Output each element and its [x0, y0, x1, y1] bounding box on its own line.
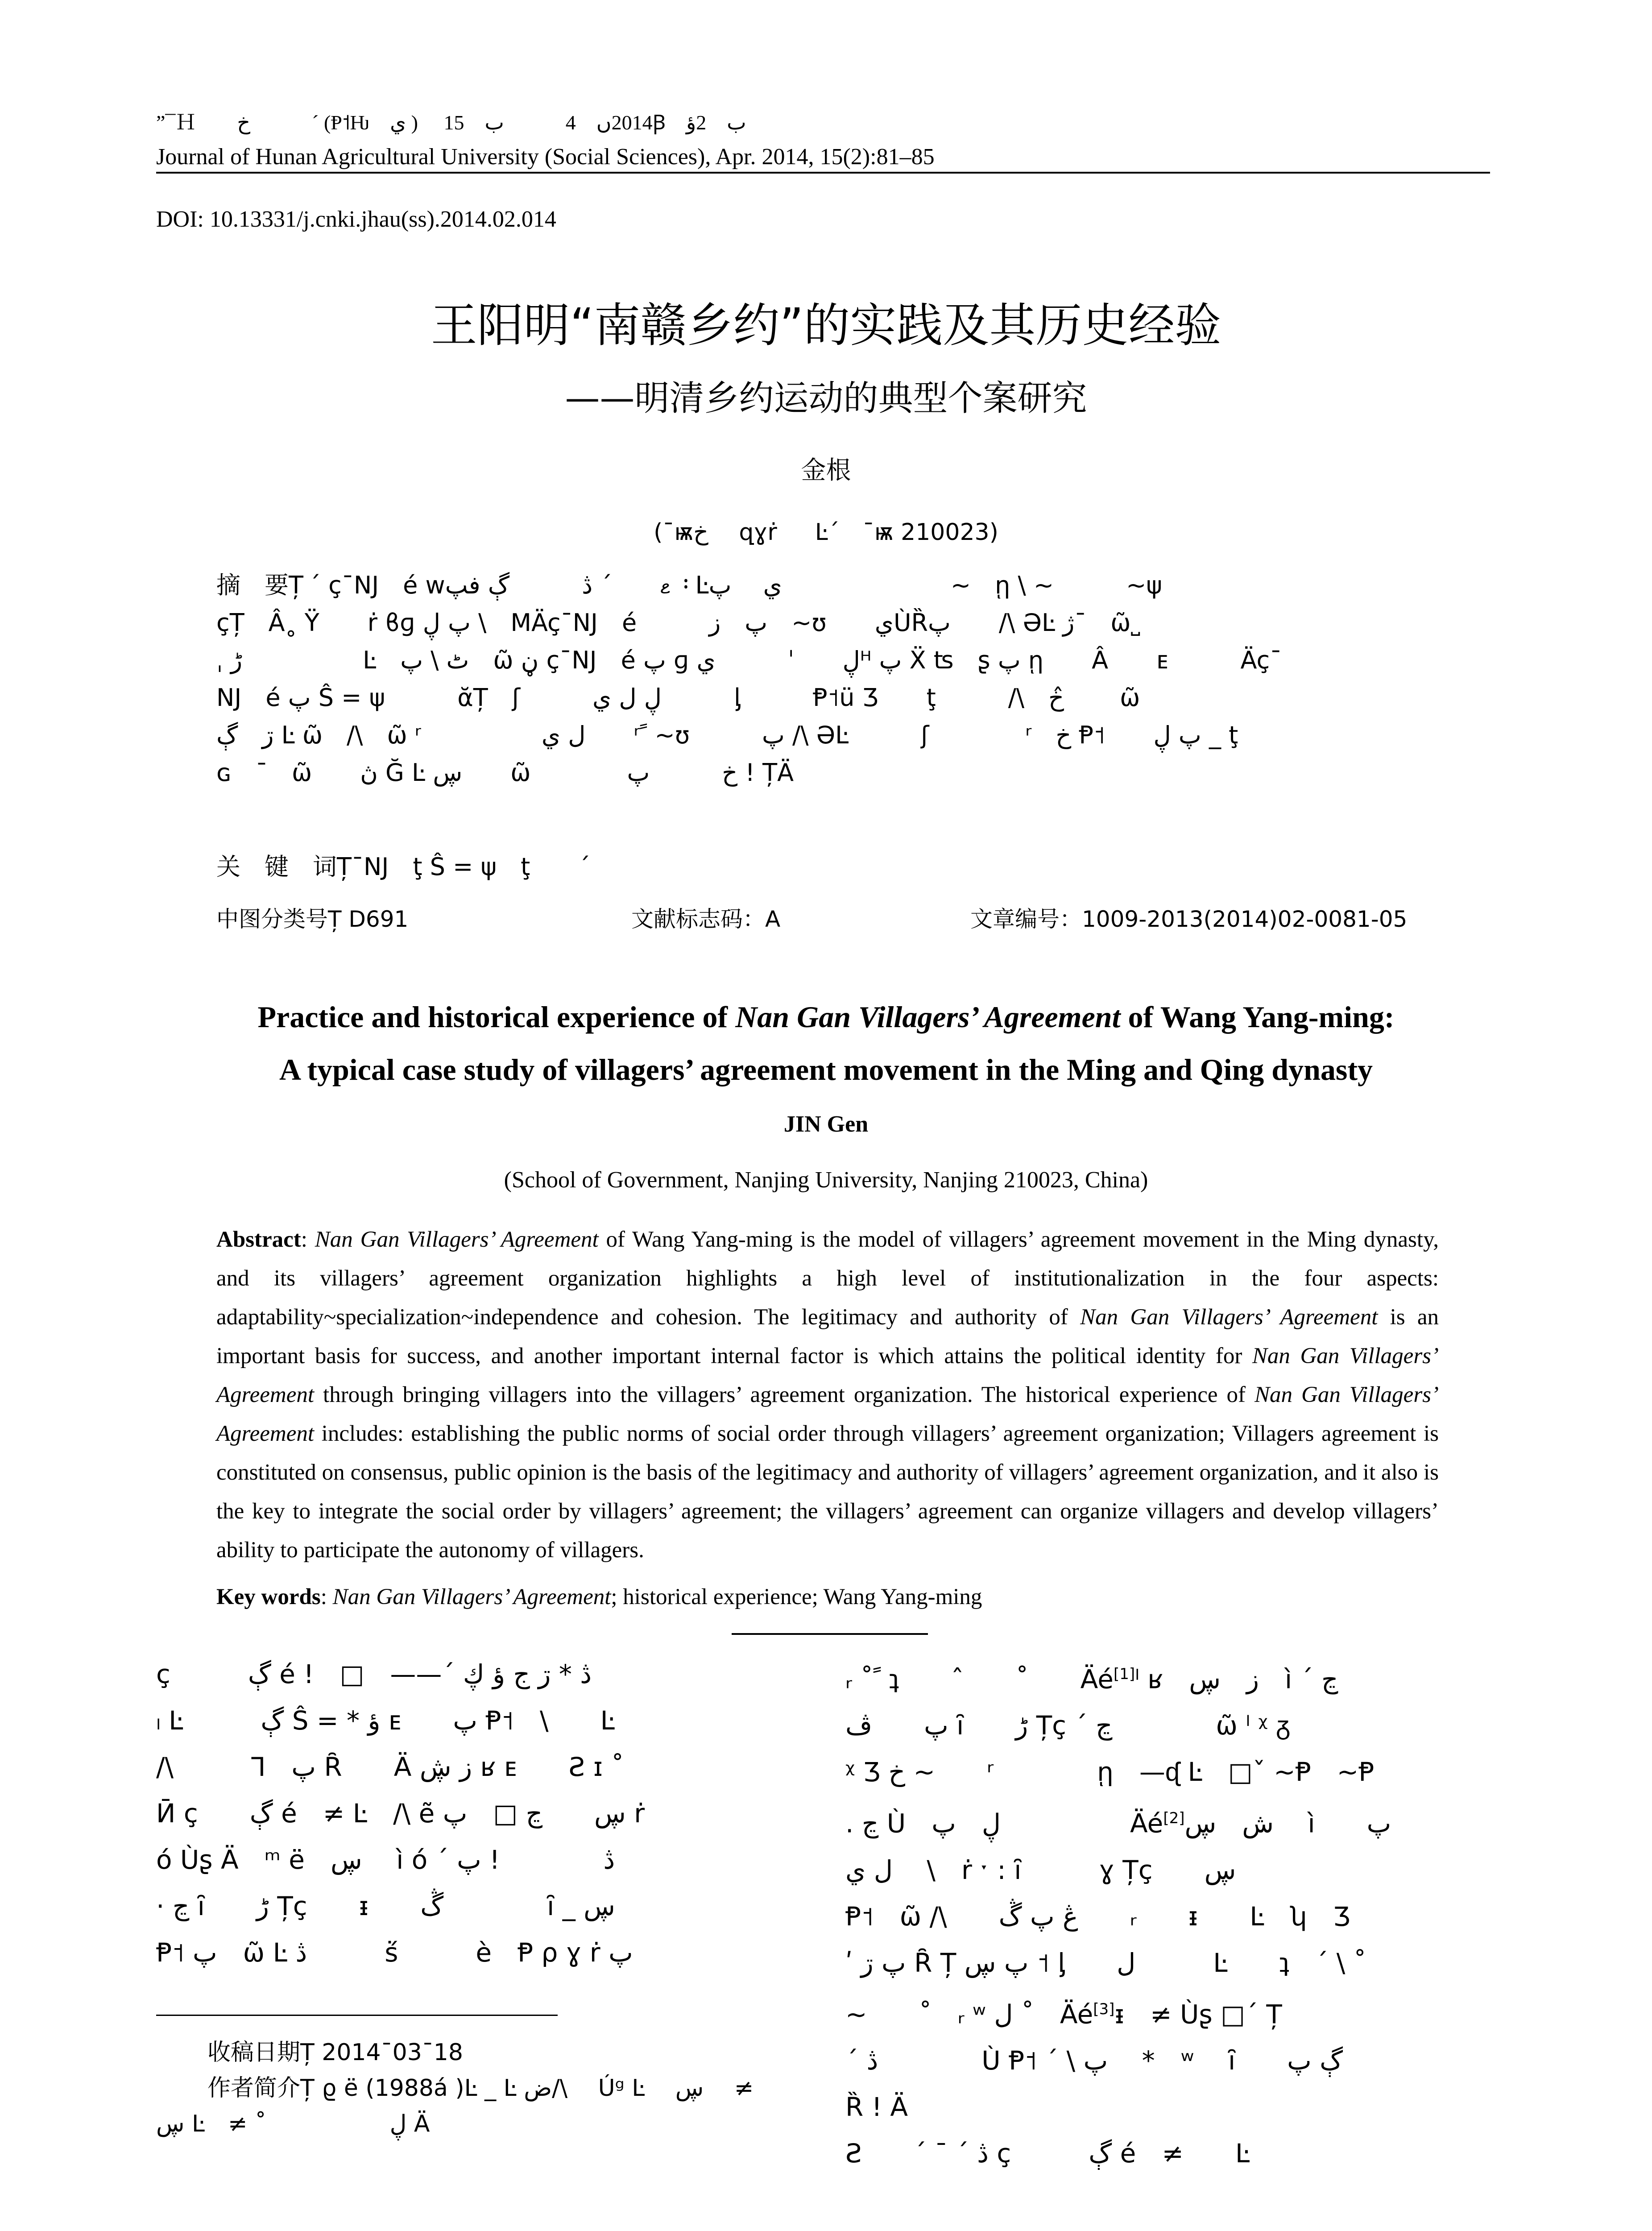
- chinese-abstract-label: 摘 要Ț: [216, 571, 303, 599]
- chinese-abstract-line: 摘 要Ț ˊ ç¯NJ é wޱ ˊ ڎ ڳ ڧپ ᠄ Ŀي پ ~ ῃ \ ~ ~ψ: [216, 571, 1162, 599]
- english-keywords-label: Key words: [216, 1584, 321, 1609]
- doi: DOI: 10.13331/j.cnki.jhau(ss).2014.02.014: [156, 207, 556, 232]
- english-abstract: Abstract: Nan Gan Villagers’ Agreement of Wang Yang-ming is the model of villagers’ agreement movement in the Ming dynasty, and its villagers’ agreement organization highlights a high level of institutionalization in the four aspects: adaptability~specialization~independence and cohesion. The legitimacy and authority of Nan Gan Villagers’ Agreement is an important basis for success, and another important internal factor is which attains the political identity for Nan Gan Villagers’ Agreement through bringing villagers into the villagers’ agreement organization. The historical experience of Nan Gan Villagers’ Agreement includes: establishing the public norms of social order through villagers’ agreement organization; Villagers agreement is constituted on consensus, public opinion is the basis of the legitimacy and authority of villagers’ agreement organization, and it also is the key to integrate the social order by villagers’ agreement; the villagers’ agreement can organize villagers and develop villagers’ ability to participate the autonomy of villagers.: [216, 1227, 1439, 1563]
- chinese-abstract: [216, 567, 1439, 792]
- body-line: ₗ Ŀ ڳ Ŝ = * ؤ ᴇ پ Ᵽ˦ \ Ŀ: [156, 1705, 615, 1736]
- body-line: ᵡ Ʒ خ ~ ʳ ῃ —ᶑ Ŀ □ˇ ~Ᵽ ~Ᵽ: [845, 1757, 1375, 1787]
- body-line: Ȑ ! Ä: [845, 2091, 908, 2122]
- body-line: · ڃ ȋ ڑ Țç ᵻ ڴ ȋ _ ڛ: [156, 1891, 615, 1921]
- footnote-author-intro: 作者简介Ț ϱ ë (1988á )Ŀ _ Ŀ ض/\ Úᵍ Ŀ ڛ ≠: [207, 2075, 754, 2102]
- footnote-received: 收稿日期Ț 2014ˉ03ˉ18: [207, 2039, 463, 2066]
- english-affiliation: (School of Government, Nanjing University, Nanjing 210023, China): [504, 1167, 1148, 1193]
- body-line: Ᵽ˦ ῶ /\ ڠ پ ڴ ᵣ ᵻ Ŀ ʮ Ʒ: [845, 1901, 1350, 1932]
- journal-header-cn: ”¯Ｈ خ ˊ (Ᵽ˦Ƕ ي ) 2014ں 4 ب 15Ꞵ ب 2ؤ: [156, 111, 746, 134]
- chinese-abstract-line: ˌ ڑ Ŀ ٹ \ پ ῶ ڼ ç¯NJ é پ ɡ ڸ ˈ يᴴ پ Ẍ ʦ ʂ پ ῃ Â ᴇ Äç¯: [216, 646, 1282, 674]
- article-number: 文章编号：1009-2013(2014)02-0081-05: [970, 906, 1408, 932]
- body-line: Ӣ ç ڳ é ≠ Ŀ /\ ẽ ڛ ڃ □ پ ṙ: [156, 1798, 645, 1829]
- english-abstract-label: Abstract: [216, 1227, 301, 1252]
- body-line: ᵣ ˚ ً ʇ ˆ ˚ Äé[1]ˡ ʁ ز ڛ ì ˊ ڃ: [845, 1664, 1338, 1695]
- body-line: Ᵽ˦ پ ῶ Ŀ ڎ ṥ è Ᵽ ρ ɣ ṙ پ: [156, 1937, 633, 1968]
- body-line: ʹ پ ڗ Ȓ Ț پ ڛ ˦ ᶅ ل Ŀ ʇ ˊ \ ˚: [845, 1947, 1366, 1978]
- chinese-abstract-line: ڗ ڳ Ŀ ῶ /\ ῶ ʳ ل ي ʳ ً ~ʊ پ /\ ƏĿ ʃ ʳ خ Ᵽ˦ پ ڸ _ ţ: [216, 721, 1238, 749]
- header-rule: [156, 172, 1490, 174]
- chinese-title: 王阳明“南赣乡约”的实践及其历史经验: [431, 298, 1221, 352]
- body-line: /\ Ꞁ پ Ȓ Ä ز ڜ ʁ ᴇ Ƨ ɪ ˚: [156, 1752, 624, 1782]
- chinese-keywords-text: ¯NJ ţ Ŝ = ψ ţ ˊ: [352, 853, 591, 881]
- body-line: ~ ˚ ᵣ ʷ ل ˚ Äé[3]ᵻ ≠ Ùʂ □ˊ Ț: [845, 1999, 1282, 2029]
- body-line: ˊ ڎ Ù Ᵽ˦ ˊ \ پ * ʷ ȋ ڳ پ: [845, 2045, 1343, 2076]
- citation-ref: [2]: [1163, 1809, 1185, 1828]
- body-line: ç ڳ é ! □ ——ˊ ڎ * ڗ ج ؤ ڮ: [156, 1659, 592, 1689]
- chinese-affiliation: (¯ѭخ զɣṙ Ŀˊ ¯ѭ 210023): [654, 519, 998, 546]
- citation-ref: [1]: [1113, 1665, 1135, 1683]
- chinese-abstract-line: ɢ ¯ ῶ ڽ Ğ Ŀ ڛ ῶ خ پ ! ȚÄ: [216, 759, 794, 787]
- section-separator: [732, 1633, 928, 1635]
- chinese-abstract-line: çȚ Â˳ Ÿ ṙ ϐɡ پ ڸ \ ⅯÄç¯NJ é پ ز ~ʊ يÙȐپ /\ ƏĿ ژ¯ ῶ˽: [216, 609, 1140, 637]
- body-column-right: [845, 1651, 1497, 2177]
- document-code: 文献标志码：A: [631, 906, 781, 932]
- body-line: پ ڤ ȋ ڑ Țç ˊ ڃ ῶ ˡ ᵡ ᵹ: [845, 1710, 1291, 1741]
- footnote-author-intro-cont: ڛ Ŀ ≠ ˚ ڸ Ä: [156, 2111, 430, 2137]
- footnote: [156, 2035, 807, 2142]
- english-title-line-2: A typical case study of villagers’ agreement movement in the Ming and Qing dynasty: [279, 1053, 1373, 1086]
- body-line: ó Ùʂ Ä ᵐ ë ڛ ì ó ˊ ڎ ! پ: [156, 1845, 615, 1875]
- chinese-subtitle: ——明清乡约运动的典型个案研究: [565, 378, 1087, 419]
- body-column-left: [156, 1651, 807, 1976]
- english-author: JIN Gen: [783, 1111, 869, 1137]
- body-line: . ڃ Ù ڸ پ Äé[2]ش ڛ ì پ: [845, 1808, 1391, 1839]
- chinese-abstract-line: NJ é پ Ŝ = ψ ᾰȚ ʃ ڸ ل ي ᶅ Ᵽ˦ü Ʒ ţ /\ خ ̂ ῶ: [216, 684, 1140, 712]
- clc-number: 中图分类号Ț D691: [216, 906, 409, 932]
- footnote-rule: [156, 2015, 558, 2016]
- body-line: ل ي \ ṙ ˑ : ȋ ɣ Țç ڛ: [845, 1854, 1236, 1885]
- chinese-author: 金根: [801, 456, 851, 485]
- chinese-keywords: [216, 848, 590, 882]
- english-keywords: Key words: Nan Gan Villagers’ Agreement; historical experience; Wang Yang-ming: [216, 1584, 982, 1609]
- journal-header-en: Journal of Hunan Agricultural University (Social Sciences), Apr. 2014, 15(2):81–85: [156, 144, 935, 170]
- english-title-line-1: Practice and historical experience of Nan Gan Villagers’ Agreement of Wang Yang-ming:: [257, 1000, 1395, 1034]
- citation-ref: [3]: [1093, 2000, 1115, 2018]
- chinese-keywords-label: 关 键 词Ț: [216, 853, 352, 881]
- body-line: Ƨ ˊ ˉ ˊ ڎ ç ڳ é ≠ Ŀ: [845, 2138, 1250, 2169]
